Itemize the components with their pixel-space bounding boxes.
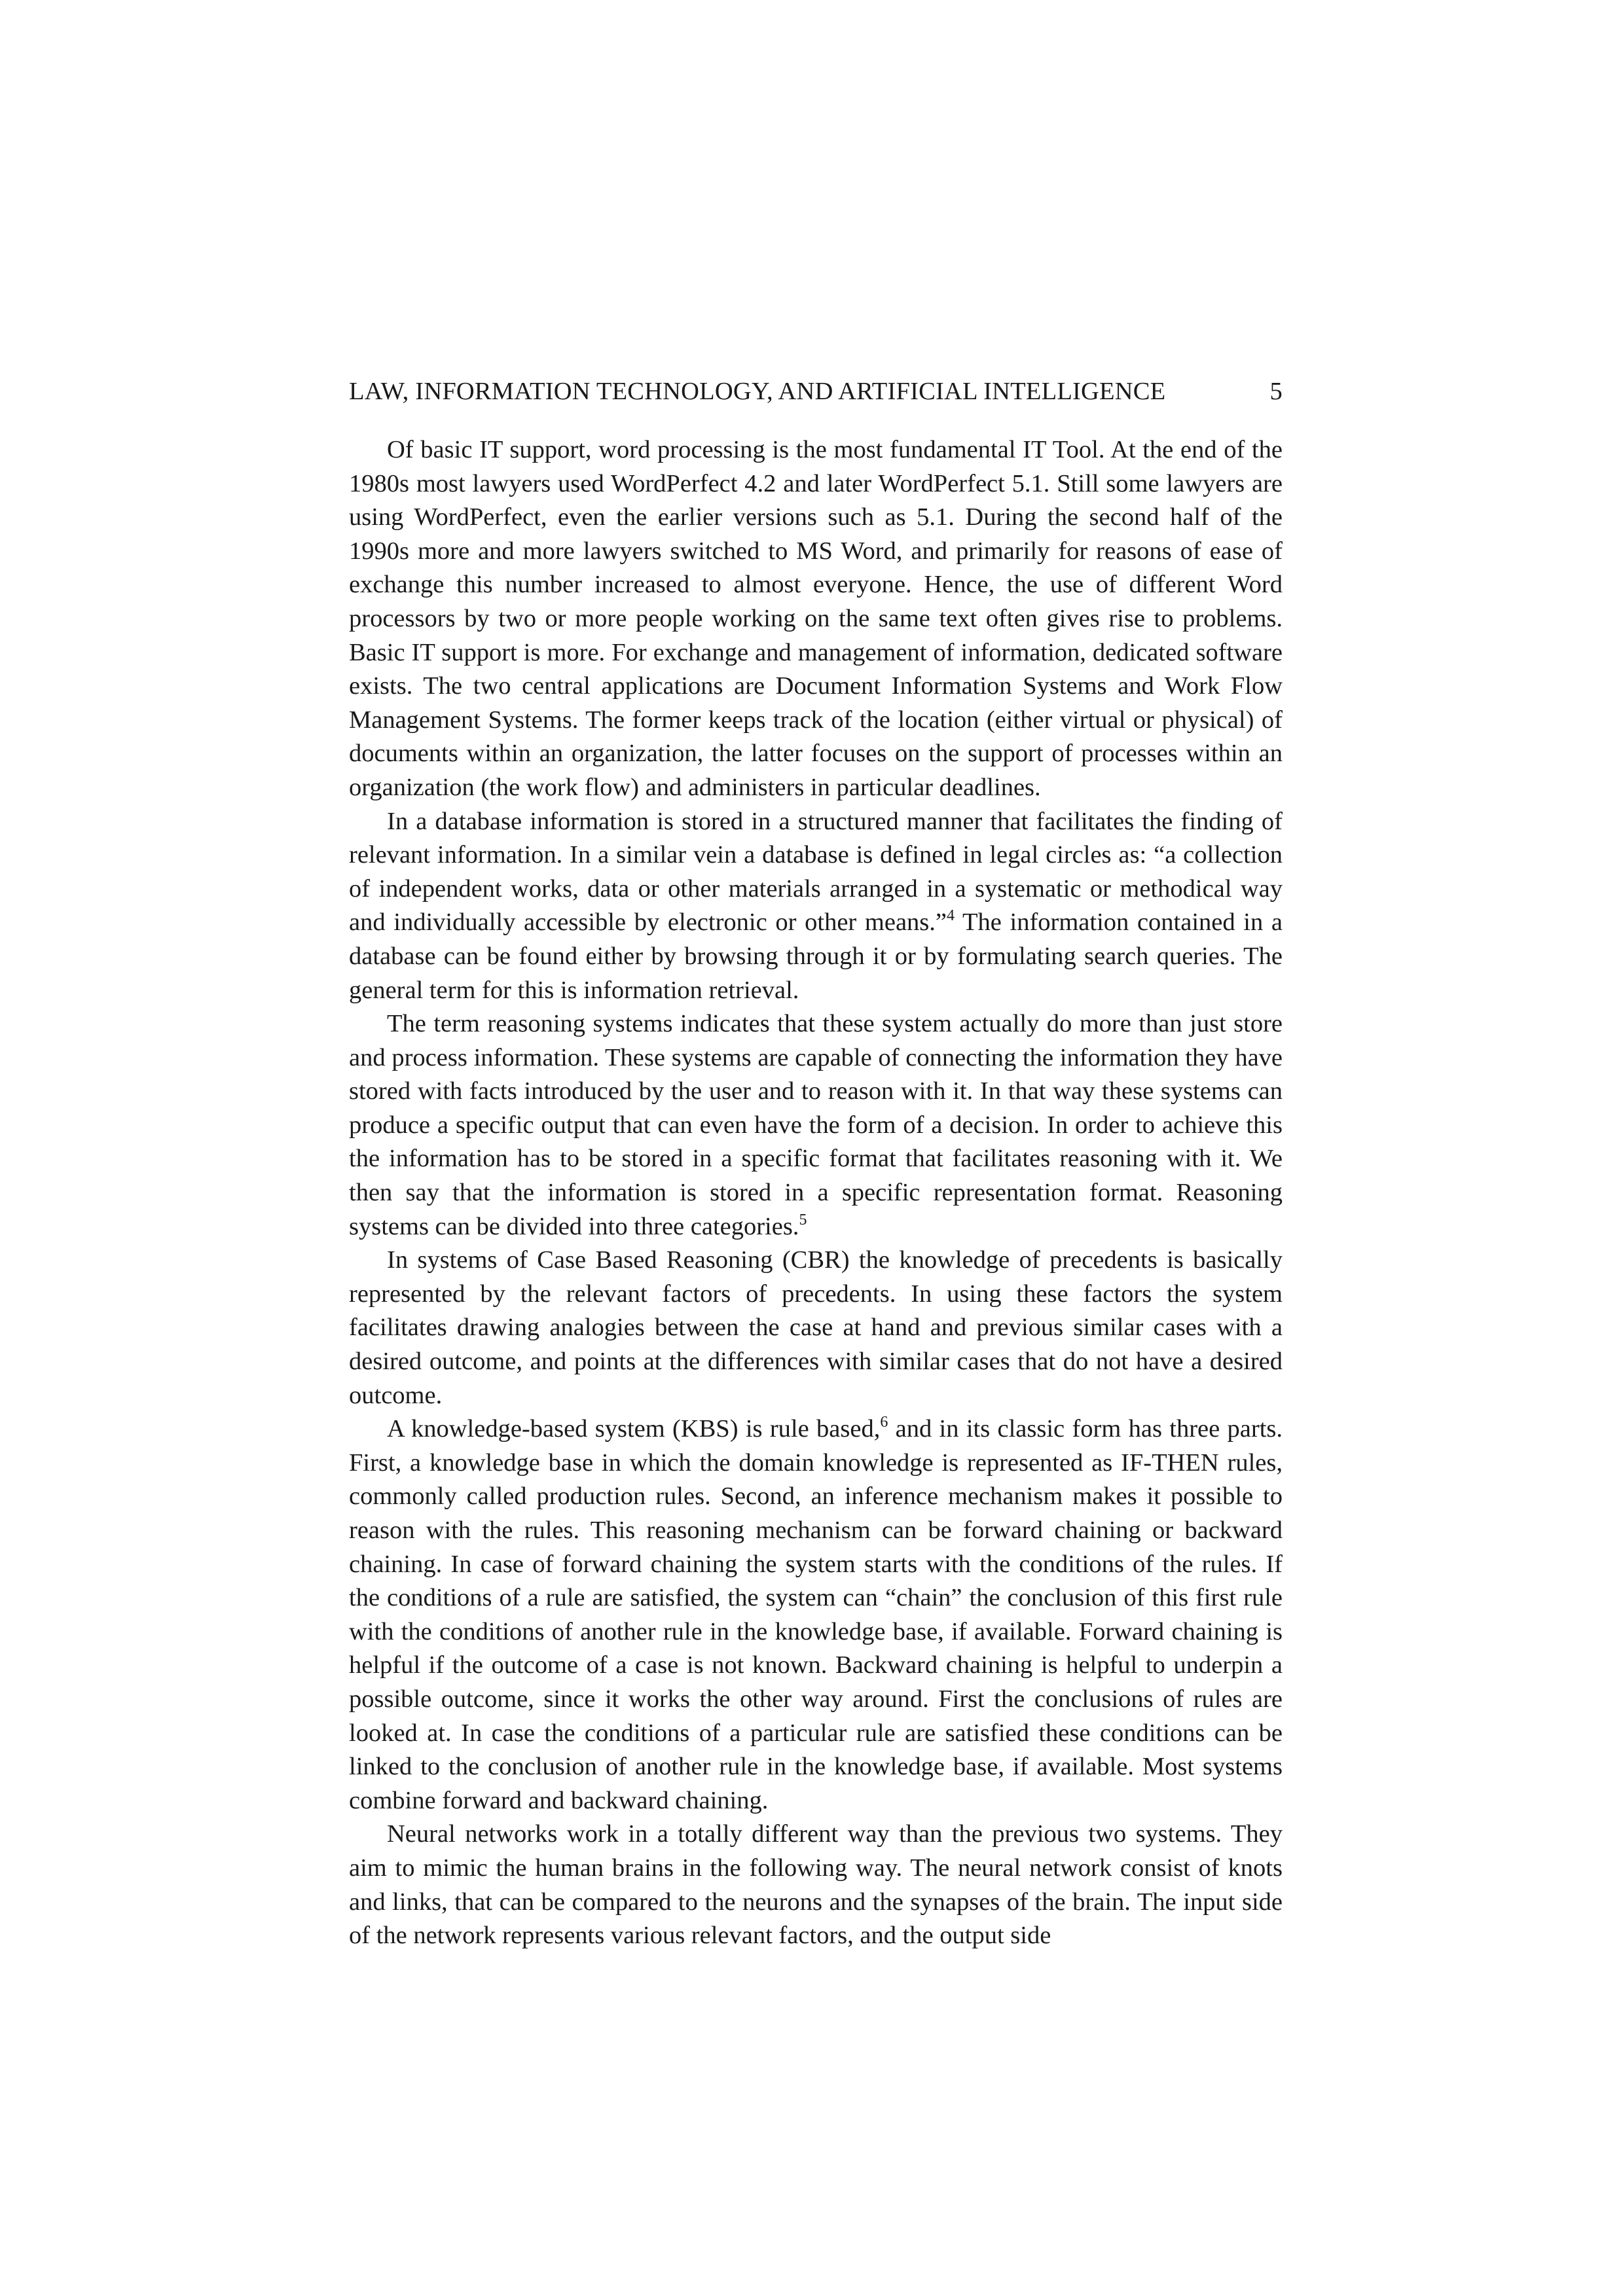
book-page xyxy=(349,374,1283,1953)
paragraph-word-processing: Of basic IT support, word processing is the most fundamental IT Tool. At the end of the 1980s most lawyers used WordPerfect 4.2 and later WordPerfect 5.1. Still some lawyers are using WordPerfect, even the earlier versions such as 5.1. During the second half of the 1990s more and more lawyers switched to MS Word, and primarily for reasons of ease of exchange this number increased to almost everyone. Hence, the use of different Word processors by two or more people working on the same text often gives rise to problems. Basic IT support is more. For exchange and management of information, dedicated software exists. The two central applications are Document Information Systems and Work Flow Management Systems. The former keeps track of the location (either virtual or physical) of documents within an organization, the latter focuses on the support of processes within an organization (the work flow) and administers in particular deadlines. xyxy=(349,436,1283,801)
body-text xyxy=(349,433,1283,1953)
footnote-ref-6[interactable]: 6 xyxy=(880,1414,888,1431)
paragraph-database: In a database information is stored in a structured manner that facilitates the finding of relevant information. In a similar vein a database is defined in legal circles as: “a collection of independent works, data or other materials arranged in a systematic or methodical way and individually accessible by electronic or other means.”$^4$ The information contained in a database can be found either by browsing through it or by formulating search queries. The general term for this is information retrieval. xyxy=(349,807,1283,1004)
running-header xyxy=(349,374,1283,408)
paragraph-case-based-reasoning: In systems of Case Based Reasoning (CBR) the knowledge of precedents is basically represented by the relevant factors of precedents. In using these factors the system facilitates drawing analogies between the case at hand and previous similar cases with a desired outcome, and points at the differences with similar cases that do not have a desired outcome. xyxy=(349,1246,1283,1409)
paragraph-knowledge-based-system: A knowledge-based system (KBS) is rule based,$^6$ and in its classic form has three parts. First, a knowledge base in which the domain knowledge is represented as IF-THEN rules, commonly called production rules. Second, an inference mechanism makes it possible to reason with the rules. This reasoning mechanism can be forward chaining or backward chaining. In case of forward chaining the system starts with the conditions of the rules. If the conditions of a rule are satisfied, the system can “chain” the conclusion of this first rule with the conditions of another rule in the knowledge base, if available. Forward chaining is helpful if the outcome of a case is not known. Backward chaining is helpful to underpin a possible outcome, since it works the other way around. First the conclusions of rules are looked at. In case the conditions of a particular rule are satisfied these conditions can be linked to the conclusion of another rule in the knowledge base, if available. Most systems combine forward and backward chaining. xyxy=(349,1414,1283,1814)
paragraph-reasoning-systems: The term reasoning systems indicates that these system actually do more than just store and process information. These systems are capable of connecting the information they have stored with facts introduced by the user and to reason with it. In that way these systems can produce a specific output that can even have the form of a decision. In order to achieve this the information has to be stored in a specific format that facilitates reasoning with it. We then say that the information is stored in a specific representation format. Reasoning systems can be divided into three categories.$^5$ xyxy=(349,1010,1283,1240)
footnote-ref-5[interactable]: 5 xyxy=(799,1211,807,1229)
footnote-ref-4[interactable]: 4 xyxy=(946,907,955,925)
running-title: LAW, INFORMATION TECHNOLOGY, AND ARTIFICIAL INTELLIGENCE xyxy=(349,378,1166,405)
page-number: 5 xyxy=(1269,378,1283,405)
paragraph-neural-networks: Neural networks work in a totally different way than the previous two systems. They aim to mimic the human brains in the following way. The neural network consist of knots and links, that can be compared to the neurons and the synapses of the brain. The input side of the network represents various relevant factors, and the output side xyxy=(349,1820,1283,1950)
